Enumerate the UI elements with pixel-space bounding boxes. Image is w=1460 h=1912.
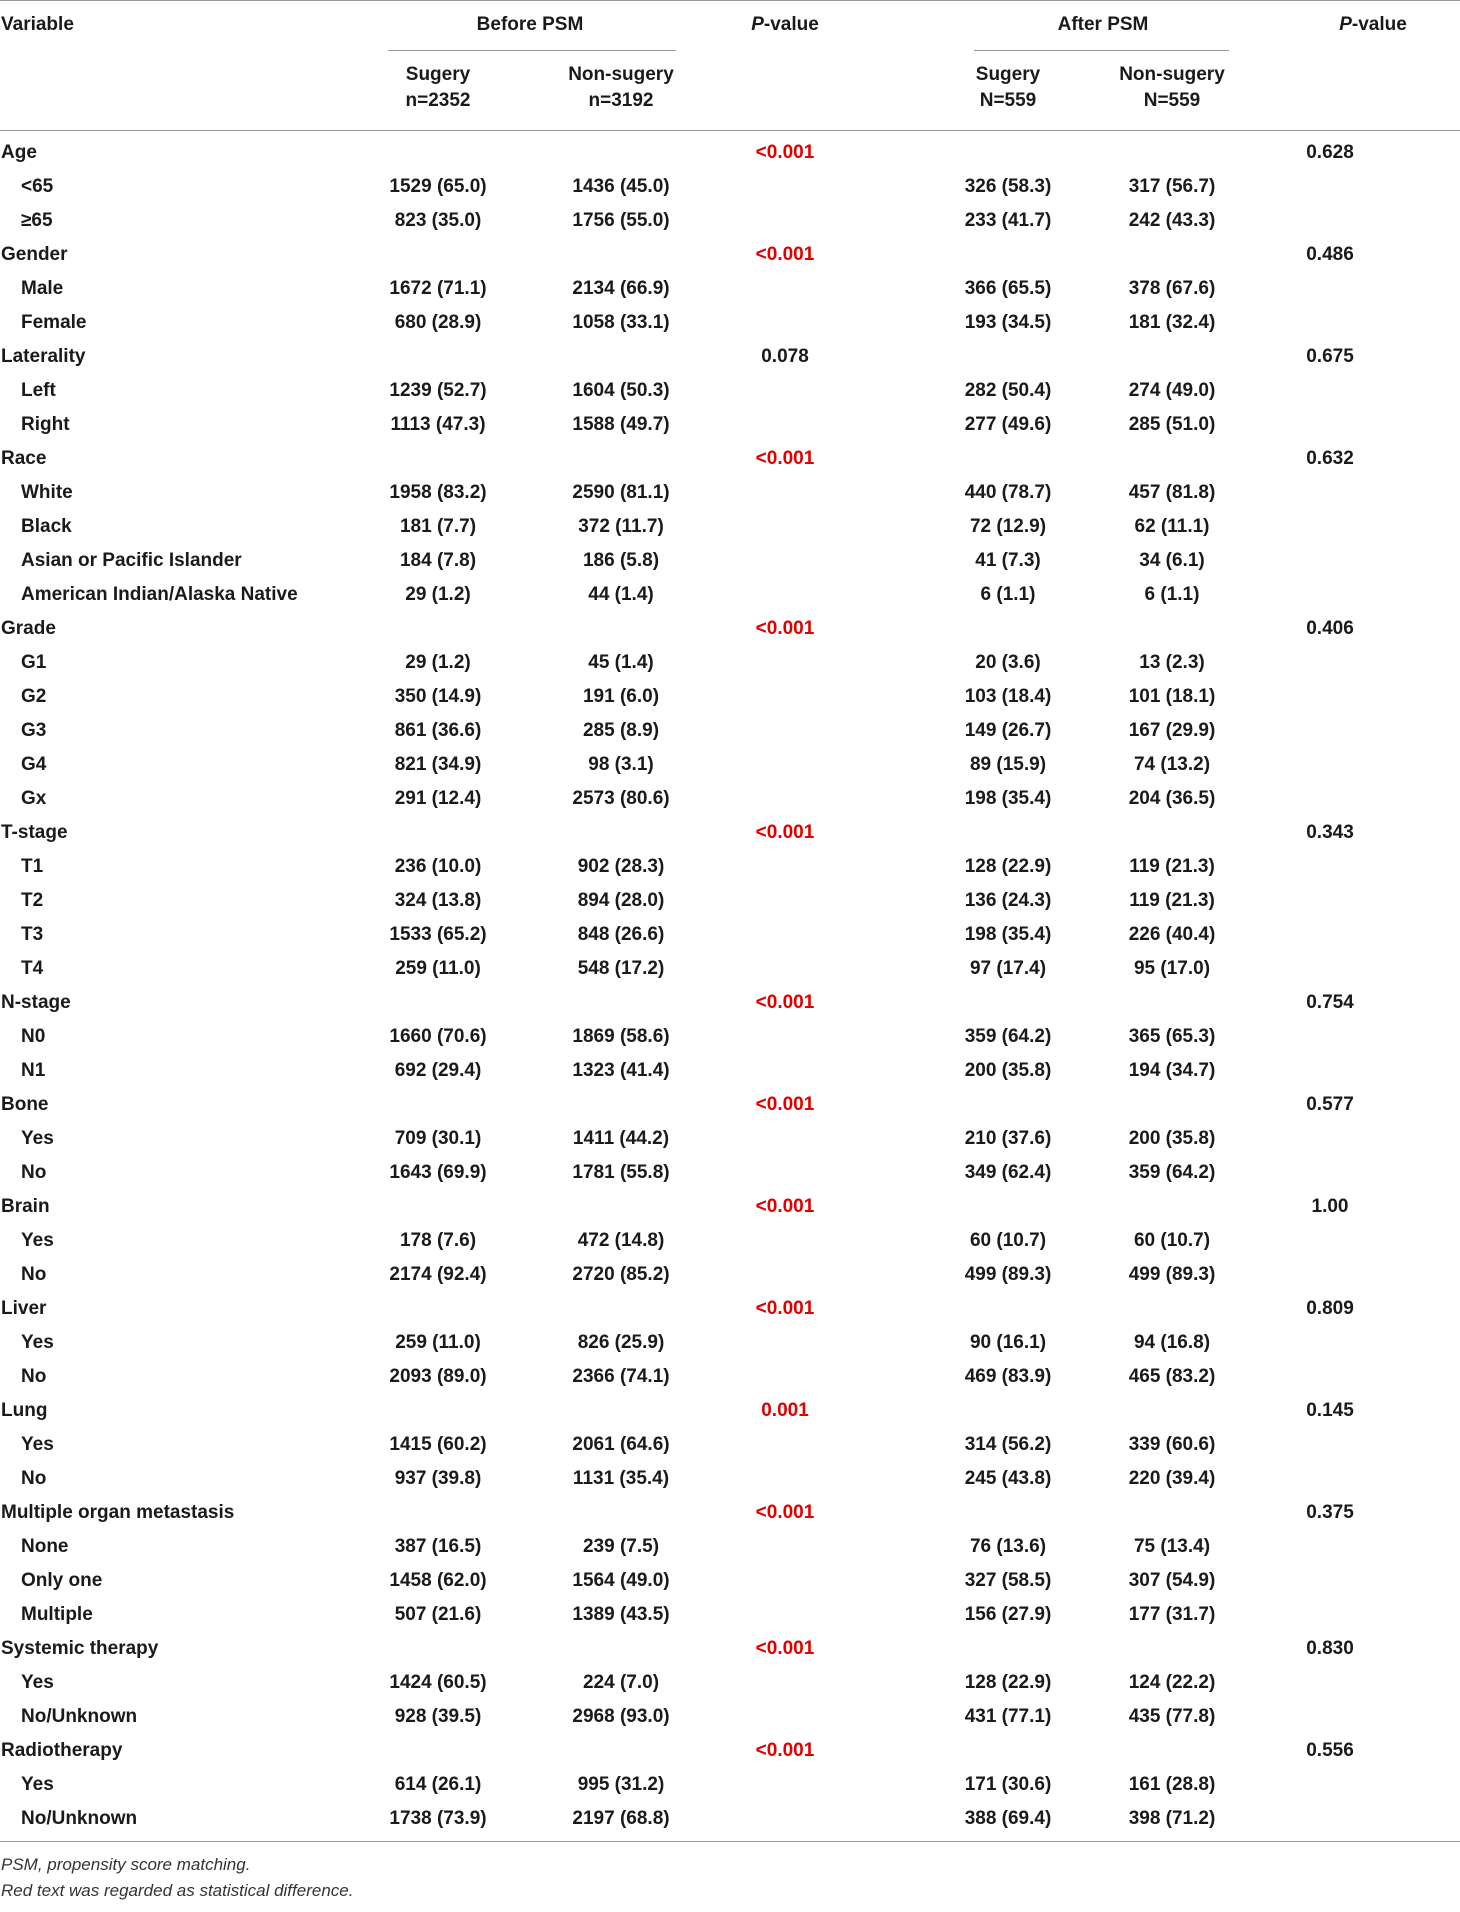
before-nonsurgery-cell: 372 (11.7) (578, 516, 664, 537)
before-nonsurgery-cell: 472 (14.8) (577, 1230, 665, 1251)
before-surgery-cell: 1660 (70.6) (389, 1026, 487, 1047)
after-nonsurgery-cell: 6 (1.1) (1144, 584, 1200, 605)
variable-cell: G4 (21, 754, 47, 775)
after-surgery-cell: 499 (89.3) (964, 1264, 1052, 1285)
variable-cell: Yes (21, 1128, 54, 1149)
p-value-before-cell: <0.001 (755, 992, 815, 1013)
before-nonsurgery-cell: 186 (5.8) (582, 550, 660, 571)
before-surgery-cell: 821 (34.9) (394, 754, 482, 775)
before-surgery-cell: 181 (7.7) (399, 516, 477, 537)
table-row (0, 951, 1460, 985)
after-surgery-cell: 89 (15.9) (969, 754, 1047, 775)
table-row (0, 1223, 1460, 1257)
before-nonsurgery-cell: 1389 (43.5) (572, 1604, 670, 1625)
variable-cell: Laterality (1, 346, 86, 367)
before-nonsurgery-cell: 995 (31.2) (577, 1774, 665, 1795)
before-surgery-cell: 1415 (60.2) (389, 1434, 487, 1455)
before-surgery-cell: 507 (21.6) (394, 1604, 482, 1625)
after-nonsurgery-cell: 339 (60.6) (1128, 1434, 1216, 1455)
after-nonsurgery-cell: 75 (13.4) (1133, 1536, 1211, 1557)
table-row (0, 1155, 1460, 1189)
before-nonsurgery-cell: 894 (28.0) (577, 890, 665, 911)
after-nonsurgery-cell: 499 (89.3) (1128, 1264, 1216, 1285)
variable-cell: Age (1, 142, 37, 163)
p-italic: P (1339, 14, 1352, 35)
before-surgery-cell: 2093 (89.0) (389, 1366, 487, 1387)
p-value-before-cell: <0.001 (755, 1740, 815, 1761)
variable-cell: Grade (1, 618, 56, 639)
after-surgery-cell: 282 (50.4) (964, 380, 1052, 401)
after-nonsurgery-cell: 242 (43.3) (1128, 210, 1216, 231)
variable-cell: T2 (21, 890, 44, 911)
after-surgery-cell: 359 (64.2) (964, 1026, 1052, 1047)
variable-cell: Yes (21, 1672, 54, 1693)
after-nonsurgery-cell: 307 (54.9) (1128, 1570, 1216, 1591)
before-psm-underline (388, 50, 676, 51)
variable-cell: No (21, 1468, 47, 1489)
before-surgery-cell: 823 (35.0) (394, 210, 482, 231)
after-nonsurgery-cell: 60 (10.7) (1133, 1230, 1211, 1251)
after-surgery-cell: 90 (16.1) (969, 1332, 1047, 1353)
variable-cell: Race (1, 448, 47, 469)
p-value-before-cell: <0.001 (755, 1196, 815, 1217)
after-surgery-cell: 210 (37.6) (964, 1128, 1052, 1149)
after-surgery-cell: 103 (18.4) (964, 686, 1052, 707)
variable-cell: Systemic therapy (1, 1638, 159, 1659)
before-surgery-label: Sugery (405, 64, 471, 85)
before-surgery-cell: 1672 (71.1) (389, 278, 487, 299)
before-nonsurgery-cell: 98 (3.1) (588, 754, 654, 775)
after-nonsurgery-cell: 226 (40.4) (1128, 924, 1216, 945)
before-nonsurgery-cell: 902 (28.3) (577, 856, 665, 877)
after-nonsurgery-cell: 398 (71.2) (1128, 1808, 1216, 1829)
before-nonsurgery-cell: 285 (8.9) (582, 720, 660, 741)
p-value-after-cell: 0.343 (1306, 822, 1354, 843)
after-nonsurgery-cell: 13 (2.3) (1139, 652, 1205, 673)
after-nonsurgery-cell: 457 (81.8) (1128, 482, 1216, 503)
variable-cell: Brain (1, 1196, 50, 1217)
before-nonsurgery-cell: 2134 (66.9) (572, 278, 670, 299)
after-surgery-cell: 149 (26.7) (964, 720, 1052, 741)
table-row (0, 407, 1460, 441)
before-surgery-cell: 178 (7.6) (399, 1230, 477, 1251)
after-surgery-label: Sugery (975, 64, 1041, 85)
p-value-before-cell: <0.001 (755, 1502, 815, 1523)
before-nonsurgery-cell: 2197 (68.8) (572, 1808, 670, 1829)
variable-cell: T1 (21, 856, 44, 877)
before-nonsurgery-cell: 1781 (55.8) (572, 1162, 670, 1183)
p-value-after-cell: 0.628 (1306, 142, 1354, 163)
table-row (0, 305, 1460, 339)
after-surgery-cell: 72 (12.9) (969, 516, 1047, 537)
variable-cell: Male (21, 278, 64, 299)
before-nonsurgery-cell: 2590 (81.1) (572, 482, 670, 503)
before-surgery-cell: 1113 (47.3) (390, 414, 486, 435)
before-surgery-cell: 861 (36.6) (394, 720, 482, 741)
variable-cell: T3 (21, 924, 44, 945)
table-row (0, 1427, 1460, 1461)
header-after-psm: After PSM (1057, 14, 1149, 35)
table-row (0, 577, 1460, 611)
before-surgery-cell: 937 (39.8) (394, 1468, 482, 1489)
after-surgery-cell: 136 (24.3) (964, 890, 1052, 911)
variable-cell: Multiple (21, 1604, 93, 1625)
before-nonsurgery-cell: 548 (17.2) (577, 958, 665, 979)
before-surgery-cell: 236 (10.0) (394, 856, 482, 877)
after-nonsurgery-cell: 378 (67.6) (1128, 278, 1216, 299)
p-value-before-cell: 0.001 (761, 1400, 809, 1421)
p-value-before-cell: 0.078 (761, 346, 809, 367)
header-after-nonsurgery (1062, 62, 1282, 114)
after-nonsurgery-cell: 181 (32.4) (1128, 312, 1216, 333)
table-group-row (0, 1495, 1460, 1529)
table-row (0, 1019, 1460, 1053)
before-nonsurgery-cell: 2968 (93.0) (572, 1706, 670, 1727)
after-nonsurgery-cell: 167 (29.9) (1128, 720, 1216, 741)
after-surgery-cell: 366 (65.5) (964, 278, 1052, 299)
table-row (0, 1121, 1460, 1155)
table-row (0, 543, 1460, 577)
after-nonsurgery-cell: 274 (49.0) (1128, 380, 1216, 401)
p-value-after-cell: 0.375 (1306, 1502, 1354, 1523)
table-row (0, 1563, 1460, 1597)
p-value-before-cell: <0.001 (755, 1638, 815, 1659)
before-surgery-cell: 184 (7.8) (399, 550, 477, 571)
before-nonsurgery-cell: 224 (7.0) (582, 1672, 660, 1693)
p-rest: -value (763, 14, 819, 35)
table-row (0, 1257, 1460, 1291)
after-surgery-cell: 440 (78.7) (964, 482, 1052, 503)
before-surgery-cell: 1458 (62.0) (389, 1570, 487, 1591)
variable-cell: Gx (21, 788, 47, 809)
p-italic: P (751, 14, 764, 35)
before-nonsurgery-cell: 848 (26.6) (577, 924, 665, 945)
variable-cell: Lung (1, 1400, 48, 1421)
before-surgery-cell: 259 (11.0) (395, 1332, 481, 1353)
after-nonsurgery-cell: 435 (77.8) (1128, 1706, 1216, 1727)
before-surgery-cell: 350 (14.9) (394, 686, 482, 707)
variable-cell: Gender (1, 244, 68, 265)
header-before-psm: Before PSM (476, 14, 584, 35)
before-nonsurgery-cell: 2573 (80.6) (572, 788, 670, 809)
after-surgery-cell: 128 (22.9) (964, 856, 1052, 877)
p-value-after-cell: 0.577 (1306, 1094, 1354, 1115)
variable-cell: No/Unknown (21, 1706, 138, 1727)
after-surgery-cell: 6 (1.1) (980, 584, 1036, 605)
table-row (0, 917, 1460, 951)
before-nonsurgery-cell: 1058 (33.1) (572, 312, 670, 333)
after-surgery-cell: 469 (83.9) (964, 1366, 1052, 1387)
after-nonsurgery-cell: 34 (6.1) (1139, 550, 1205, 571)
before-nonsurgery-label: Non-sugery (568, 64, 674, 85)
p-value-before-cell: <0.001 (755, 1094, 815, 1115)
after-nonsurgery-cell: 177 (31.7) (1128, 1604, 1216, 1625)
after-surgery-cell: 349 (62.4) (964, 1162, 1052, 1183)
table-row (0, 883, 1460, 917)
after-nonsurgery-cell: 317 (56.7) (1128, 176, 1216, 197)
p-value-after-cell: 0.632 (1306, 448, 1354, 469)
before-nonsurgery-cell: 1131 (35.4) (572, 1468, 670, 1489)
p-rest: -value (1351, 14, 1407, 35)
before-surgery-cell: 692 (29.4) (394, 1060, 482, 1081)
table-group-row (0, 985, 1460, 1019)
table-row (0, 169, 1460, 203)
p-value-before-cell: <0.001 (755, 448, 815, 469)
variable-cell: G3 (21, 720, 47, 741)
p-value-after-cell: 0.145 (1306, 1400, 1354, 1421)
header-variable: Variable (1, 14, 74, 35)
variable-cell: Only one (21, 1570, 103, 1591)
before-surgery-cell: 680 (28.9) (394, 312, 482, 333)
before-nonsurgery-cell: 2061 (64.6) (572, 1434, 670, 1455)
variable-cell: G1 (21, 652, 47, 673)
before-surgery-cell: 259 (11.0) (395, 958, 481, 979)
after-nonsurgery-cell: 365 (65.3) (1128, 1026, 1216, 1047)
after-surgery-cell: 431 (77.1) (964, 1706, 1052, 1727)
variable-cell: T-stage (1, 822, 68, 843)
header-bottom-rule (0, 130, 1460, 131)
p-value-before-cell: <0.001 (755, 244, 815, 265)
variable-cell: Right (21, 414, 70, 435)
before-surgery-cell: 1958 (83.2) (389, 482, 487, 503)
header-p-value-before (695, 14, 875, 36)
after-nonsurgery-cell: 465 (83.2) (1128, 1366, 1216, 1387)
after-surgery-cell: 193 (34.5) (964, 312, 1052, 333)
after-surgery-n: N=559 (979, 90, 1037, 111)
variable-cell: Yes (21, 1434, 54, 1455)
table-group-row (0, 611, 1460, 645)
header-p-value-after (1283, 14, 1460, 36)
after-nonsurgery-n: N=559 (1143, 90, 1201, 111)
after-psm-underline (974, 50, 1229, 51)
after-nonsurgery-cell: 119 (21.3) (1129, 856, 1215, 877)
before-surgery-cell: 324 (13.8) (394, 890, 482, 911)
after-nonsurgery-cell: 161 (28.8) (1128, 1774, 1216, 1795)
table-group-row (0, 1291, 1460, 1325)
after-nonsurgery-cell: 194 (34.7) (1128, 1060, 1216, 1081)
table-row (0, 1529, 1460, 1563)
after-nonsurgery-cell: 95 (17.0) (1133, 958, 1211, 979)
variable-cell: Yes (21, 1774, 54, 1795)
before-surgery-cell: 1533 (65.2) (389, 924, 487, 945)
before-nonsurgery-cell: 1411 (44.2) (572, 1128, 670, 1149)
table-row (0, 203, 1460, 237)
p-value-before-cell: <0.001 (755, 142, 815, 163)
table-group-row (0, 1189, 1460, 1223)
after-surgery-cell: 156 (27.9) (964, 1604, 1052, 1625)
before-surgery-cell: 1643 (69.9) (389, 1162, 487, 1183)
table-group-row (0, 1733, 1460, 1767)
p-value-before-cell: <0.001 (755, 822, 815, 843)
before-nonsurgery-cell: 44 (1.4) (588, 584, 654, 605)
before-nonsurgery-cell: 1756 (55.0) (572, 210, 670, 231)
variable-cell: ≥65 (21, 210, 53, 231)
p-value-after-cell: 0.675 (1306, 346, 1354, 367)
variable-cell: N0 (21, 1026, 46, 1047)
variable-cell: None (21, 1536, 69, 1557)
after-surgery-cell: 233 (41.7) (964, 210, 1052, 231)
footnote-psm: PSM, propensity score matching. (1, 1855, 251, 1874)
before-surgery-cell: 1424 (60.5) (389, 1672, 487, 1693)
after-surgery-cell: 327 (58.5) (964, 1570, 1052, 1591)
before-nonsurgery-cell: 826 (25.9) (577, 1332, 665, 1353)
after-surgery-cell: 41 (7.3) (975, 550, 1041, 571)
table-row (0, 1801, 1460, 1835)
table-row (0, 1053, 1460, 1087)
table-row (0, 679, 1460, 713)
after-nonsurgery-cell: 124 (22.2) (1128, 1672, 1216, 1693)
table-row (0, 1461, 1460, 1495)
table-group-row (0, 1393, 1460, 1427)
before-nonsurgery-cell: 1323 (41.4) (572, 1060, 670, 1081)
variable-cell: No (21, 1366, 47, 1387)
p-value-after-cell: 0.809 (1306, 1298, 1354, 1319)
before-surgery-cell: 614 (26.1) (394, 1774, 482, 1795)
variable-cell: American Indian/Alaska Native (21, 584, 298, 605)
variable-cell: <65 (21, 176, 54, 197)
before-surgery-cell: 709 (30.1) (394, 1128, 482, 1149)
p-value-before-cell: <0.001 (755, 618, 815, 639)
after-nonsurgery-cell: 94 (16.8) (1133, 1332, 1211, 1353)
after-surgery-cell: 245 (43.8) (964, 1468, 1052, 1489)
before-surgery-cell: 29 (1.2) (405, 584, 471, 605)
before-surgery-cell: 1738 (73.9) (389, 1808, 487, 1829)
after-nonsurgery-cell: 204 (36.5) (1128, 788, 1216, 809)
before-surgery-cell: 2174 (92.4) (389, 1264, 487, 1285)
after-nonsurgery-cell: 74 (13.2) (1133, 754, 1211, 775)
p-value-after-cell: 0.556 (1306, 1740, 1354, 1761)
after-nonsurgery-cell: 200 (35.8) (1128, 1128, 1216, 1149)
variable-cell: Left (21, 380, 56, 401)
table-row (0, 1767, 1460, 1801)
variable-cell: Multiple organ metastasis (1, 1502, 235, 1523)
before-nonsurgery-cell: 45 (1.4) (588, 652, 654, 673)
table-group-row (0, 135, 1460, 169)
before-surgery-cell: 29 (1.2) (405, 652, 471, 673)
before-surgery-cell: 1239 (52.7) (389, 380, 487, 401)
variable-cell: Bone (1, 1094, 49, 1115)
before-nonsurgery-cell: 1869 (58.6) (572, 1026, 670, 1047)
after-nonsurgery-label: Non-sugery (1119, 64, 1225, 85)
table-group-row (0, 1087, 1460, 1121)
variable-cell: N-stage (1, 992, 71, 1013)
after-nonsurgery-cell: 285 (51.0) (1128, 414, 1216, 435)
after-surgery-cell: 198 (35.4) (964, 788, 1052, 809)
table-row (0, 509, 1460, 543)
table-group-row (0, 339, 1460, 373)
before-surgery-cell: 928 (39.5) (394, 1706, 482, 1727)
p-value-after-cell: 0.754 (1306, 992, 1354, 1013)
p-value-after-cell: 0.486 (1306, 244, 1354, 265)
before-nonsurgery-cell: 2366 (74.1) (572, 1366, 670, 1387)
variable-cell: N1 (21, 1060, 46, 1081)
variable-cell: Yes (21, 1230, 54, 1251)
table-row (0, 373, 1460, 407)
table-row (0, 849, 1460, 883)
variable-cell: White (21, 482, 73, 503)
after-surgery-cell: 198 (35.4) (964, 924, 1052, 945)
table-group-row (0, 815, 1460, 849)
variable-cell: No (21, 1264, 47, 1285)
before-nonsurgery-cell: 1588 (49.7) (572, 414, 670, 435)
variable-cell: Radiotherapy (1, 1740, 123, 1761)
table-group-row (0, 1631, 1460, 1665)
variable-cell: Yes (21, 1332, 54, 1353)
after-surgery-cell: 128 (22.9) (964, 1672, 1052, 1693)
after-surgery-cell: 76 (13.6) (969, 1536, 1047, 1557)
p-value-after-cell: 1.00 (1311, 1196, 1349, 1217)
before-surgery-n: n=2352 (405, 90, 471, 111)
p-value-after-cell: 0.830 (1306, 1638, 1354, 1659)
after-surgery-cell: 171 (30.6) (964, 1774, 1052, 1795)
table-row (0, 271, 1460, 305)
table-group-row (0, 237, 1460, 271)
variable-cell: No (21, 1162, 47, 1183)
table-row (0, 1359, 1460, 1393)
before-nonsurgery-cell: 1604 (50.3) (572, 380, 670, 401)
before-surgery-cell: 291 (12.4) (394, 788, 482, 809)
variable-cell: Black (21, 516, 72, 537)
after-surgery-cell: 326 (58.3) (964, 176, 1052, 197)
variable-cell: G2 (21, 686, 47, 707)
table-row (0, 645, 1460, 679)
footnote-red-text: Red text was regarded as statistical difference. (1, 1881, 354, 1900)
table-row (0, 1699, 1460, 1733)
after-surgery-cell: 277 (49.6) (964, 414, 1052, 435)
table-group-row (0, 441, 1460, 475)
table-row (0, 1665, 1460, 1699)
after-nonsurgery-cell: 359 (64.2) (1128, 1162, 1216, 1183)
table-row (0, 1597, 1460, 1631)
table-row (0, 1325, 1460, 1359)
after-nonsurgery-cell: 101 (18.1) (1128, 686, 1216, 707)
variable-cell: Liver (1, 1298, 47, 1319)
table-top-rule (0, 0, 1460, 1)
p-value-before-cell: <0.001 (755, 1298, 815, 1319)
after-surgery-cell: 60 (10.7) (969, 1230, 1047, 1251)
header-before-nonsurgery (511, 62, 731, 114)
before-nonsurgery-cell: 191 (6.0) (582, 686, 660, 707)
after-surgery-cell: 314 (56.2) (964, 1434, 1052, 1455)
before-nonsurgery-cell: 1564 (49.0) (572, 1570, 670, 1591)
before-nonsurgery-cell: 1436 (45.0) (572, 176, 670, 197)
table-row (0, 747, 1460, 781)
before-nonsurgery-cell: 2720 (85.2) (572, 1264, 670, 1285)
table-row (0, 713, 1460, 747)
table-row (0, 475, 1460, 509)
before-surgery-cell: 387 (16.5) (394, 1536, 482, 1557)
before-surgery-cell: 1529 (65.0) (389, 176, 487, 197)
variable-cell: Female (21, 312, 87, 333)
table-bottom-rule (0, 1841, 1460, 1842)
table-row (0, 781, 1460, 815)
before-nonsurgery-cell: 239 (7.5) (582, 1536, 660, 1557)
before-nonsurgery-n: n=3192 (588, 90, 654, 111)
variable-cell: No/Unknown (21, 1808, 138, 1829)
after-surgery-cell: 97 (17.4) (969, 958, 1047, 979)
after-nonsurgery-cell: 220 (39.4) (1128, 1468, 1216, 1489)
after-surgery-cell: 200 (35.8) (964, 1060, 1052, 1081)
variable-cell: T4 (21, 958, 44, 979)
after-surgery-cell: 20 (3.6) (975, 652, 1041, 673)
after-surgery-cell: 388 (69.4) (964, 1808, 1052, 1829)
p-value-after-cell: 0.406 (1306, 618, 1354, 639)
after-nonsurgery-cell: 62 (11.1) (1134, 516, 1210, 537)
after-nonsurgery-cell: 119 (21.3) (1129, 890, 1215, 911)
variable-cell: Asian or Pacific Islander (21, 550, 242, 571)
